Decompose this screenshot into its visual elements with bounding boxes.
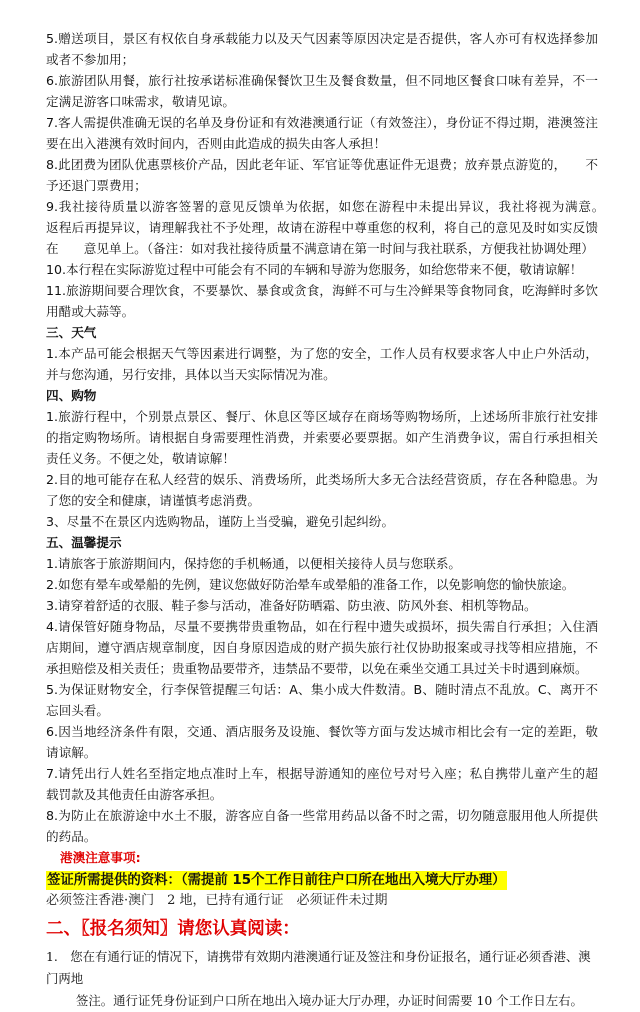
hk-macau-notice-title: 港澳注意事项: [60,850,141,865]
registration-item-1: 1. 您在有通行证的情况下，请携带有效期内港澳通行证及签注和身份证报名，通行证必须香港、澳门两地 [46,949,591,986]
list-item: 1.本产品可能会根据天气等因素进行调整，为了您的安全，工作人员有权要求客人中止户外活动，并与您沟通，另行安排，具体以当天实际情况为准。 [46,346,598,382]
shopping-heading: 四、购物 [46,388,97,403]
tips-heading: 五、温馨提示 [46,535,122,550]
registration-item-1-cont: 签注。通行证凭身份证到户口所在地出入境办证大厅办理，办证时间需要 10 个工作日左右。 [76,993,583,1008]
list-item: 3、尽量不在景区内选购物品，谨防上当受骗，避免引起纠纷。 [46,514,395,529]
document-page [46,28,624,1012]
list-item: 3.请穿着舒适的衣服、鞋子参与活动，准备好防晒霜、防虫液、防风外套、相机等物品。 [46,598,537,613]
list-item: 2.如您有晕车或晕船的先例，建议您做好防治晕车或晕船的准备工作，以免影响您的愉快旅途。 [46,577,575,592]
list-item: 8.此团费为团队优惠票核价产品，因此老年证、军官证等优惠证件无退费；放弃景点游览的， 不予还退门票费用； [46,157,598,193]
list-item: 10.本行程在实际游览过程中可能会有不同的车辆和导游为您服务，如给您带来不便，敬请谅解！ [46,262,583,277]
list-item: 5.为保证财物安全，行李保管提醒三句话：A、集小成大件数清。B、随时清点不乱放。C、离开不忘回头看。 [46,682,598,718]
top-items-list [46,28,624,322]
list-item: 7.请凭出行人姓名至指定地点准时上车，根据导游通知的座位号对号入座；私自携带儿童产生的超载罚款及其他责任由游客承担。 [46,766,598,802]
list-item: 1.请旅客于旅游期间内，保持您的手机畅通，以便相关接待人员与您联系。 [46,556,462,571]
list-item: 6.旅游团队用餐，旅行社按承诺标准确保餐饮卫生及餐食数量，但不同地区餐食口味有差异，不一定满足游客口味需求，敬请见谅。 [46,73,598,109]
list-item: 1.旅游行程中，个别景点景区、餐厅、休息区等区域存在商场等购物场所，上述场所非旅行社安排的指定购物场所。请根据自身需要理性消费，并索要必要票据。如产生消费争议，需自行承担相关责任义务。不便之处，敬请谅解！ [46,409,598,466]
list-item: 2.目的地可能存在私人经营的娱乐、消费场所，此类场所大多无合法经营资质，存在各种隐患。为了您的安全和健康，请谨慎考虑消费。 [46,472,598,508]
list-item: 6.因当地经济条件有限，交通、酒店服务及设施、餐饮等方面与发达城市相比会有一定的差距，敬请谅解。 [46,724,598,760]
visa-docs-highlight: 签证所需提供的资料：（需提前 15个工作日前往户口所在地出入境大厅办理） [47,873,506,888]
visa-docs-detail: 必须签注香港·澳门 2 地，已持有通行证 必须证件未过期 [46,893,388,908]
registration-heading: 二、〖报名须知〗请您认真阅读： [46,919,300,939]
list-item: 5.赠送项目，景区有权依自身承载能力以及天气因素等原因决定是否提供，客人亦可有权选择参加或者不参加用； [46,31,598,67]
list-item: 8.为防止在旅游途中水土不服，游客应自备一些常用药品以备不时之需，切勿随意服用他人所提供的药品。 [46,808,598,844]
list-item: 9.我社接待质量以游客签署的意见反馈单为依据，如您在游程中未提出异议，我社将视为满意。 返程后再提异议，请理解我社不予处理，故请在游程中尊重您的权利，将自己的意见及时如实反馈在 意见单上。（备注：如对我社接待质量不满意请在第一时间与我社联系，方便我社协调处理） [46,199,624,256]
visa-docs-line [46,868,598,890]
list-item: 11.旅游期间要合理饮食，不要暴饮、暴食或贪食，海鲜不可与生冷鲜果等食物同食，吃海鲜时多饮用醋或大蒜等。 [46,283,598,319]
list-item: 4.请保管好随身物品，尽量不要携带贵重物品，如在行程中遗失或损坏，损失需自行承担；入住酒店期间，遵守酒店规章制度，因自身原因造成的财产损失旅行社仅协助报案或寻找等相应措施，不承担赔偿及相关责任；贵重物品要带齐，违禁品不要带，以免在乘坐交通工具过关卡时遇到麻烦。 [46,619,598,676]
list-item: 7.客人需提供准确无误的名单及身份证和有效港澳通行证（有效签注），身份证不得过期，港澳签注要在出入港澳有效时间内，否则由此造成的损失由客人承担！ [46,115,598,151]
weather-heading: 三、天气 [46,325,97,340]
